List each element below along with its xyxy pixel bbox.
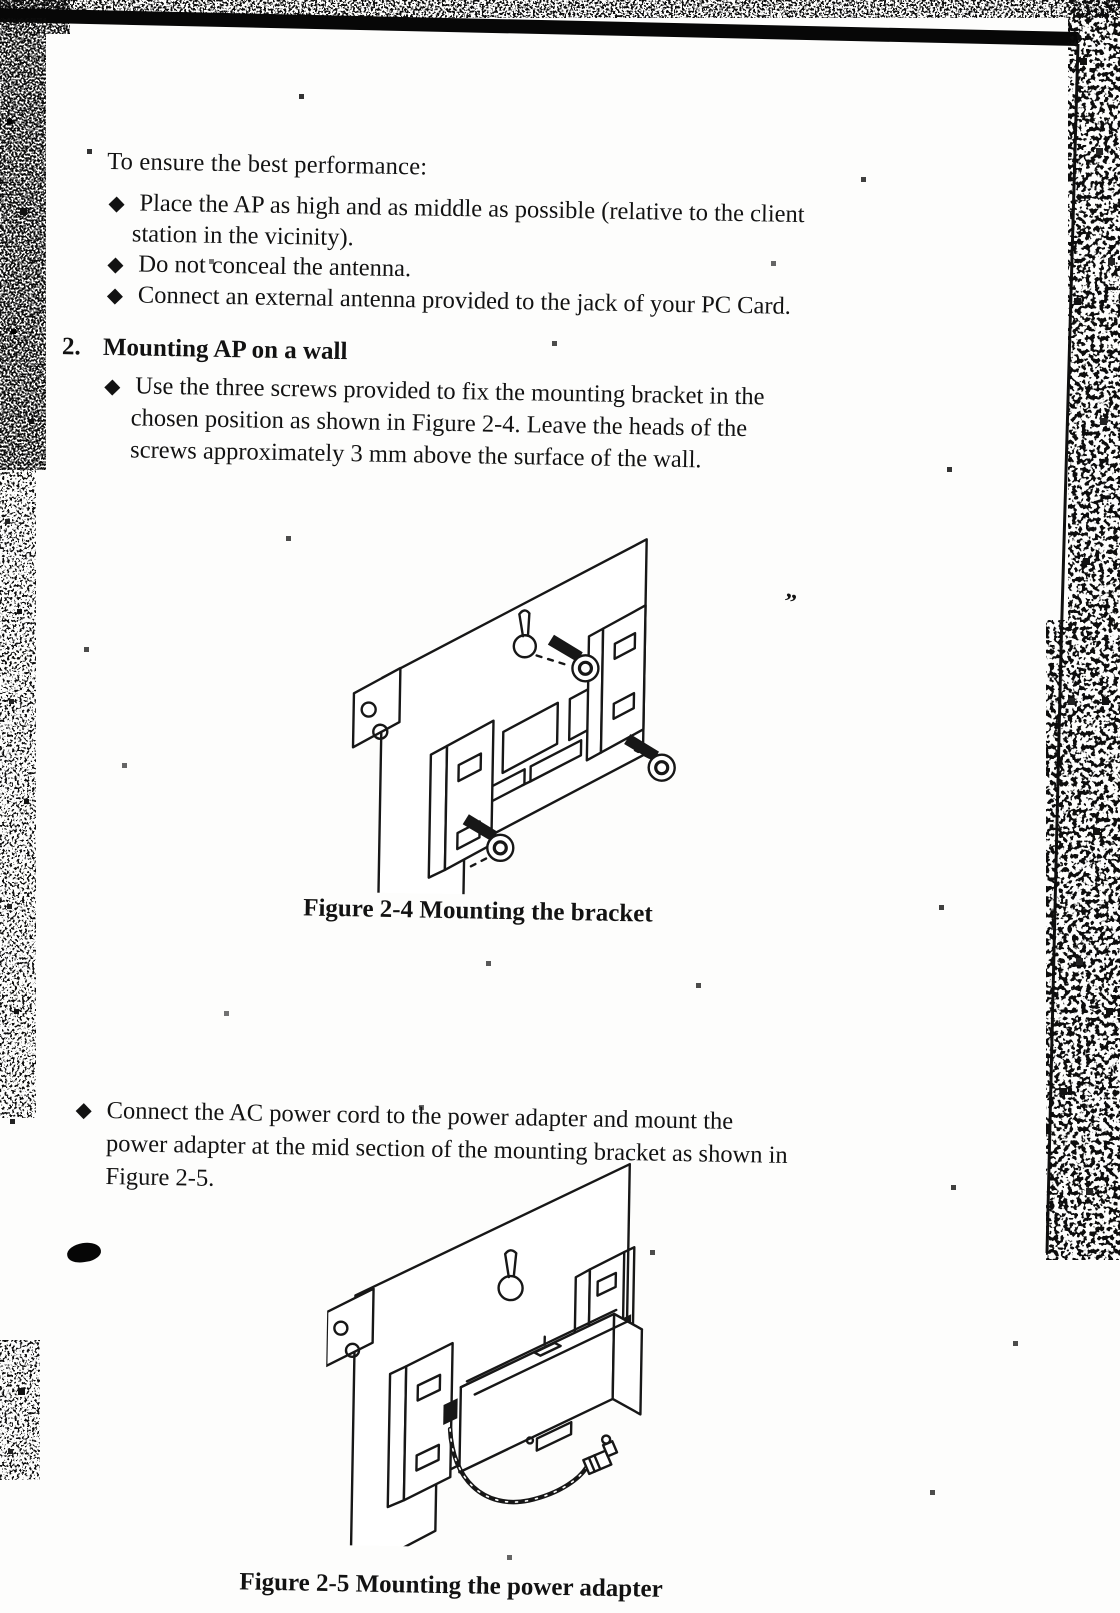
section-heading [62,333,348,366]
figure-2-4-drawing [348,512,755,899]
figure-2-4 [348,512,755,899]
diamond-bullet-icon: ◆ [107,251,124,277]
bullet-line: Connect the AC power cord to the power adapter and mount the [106,1097,734,1135]
intro-lead: To ensure the best performance: [106,147,428,181]
bullet-line: Connect an external antenna provided to the jack of your PC Card. [137,280,792,320]
bullet-line: chosen position as shown in Figure 2-4. Leave the heads of the [130,404,748,443]
bullet-line: Place the AP as high and as middle as possible (relative to the client [139,189,805,229]
bullet-line: station in the vicinity). [131,219,354,251]
section-number: 2. [61,333,81,361]
diamond-bullet-icon: ◆ [108,190,125,216]
section-title: Mounting AP on a wall [102,333,348,366]
section-bullet-item [104,370,1120,486]
bullet-line: screws approximately 3 mm above the surface of the wall. [129,436,702,474]
bullet-line: Use the three screws provided to fix the mounting bracket in the [135,372,765,411]
figure-2-5 [323,1145,730,1552]
figure-2-5-caption: Figure 2-5 Mounting the power adapter [239,1568,663,1603]
bullet-line: power adapter at the mid section of the mounting bracket as shown in [105,1130,788,1169]
diamond-bullet-icon: ◆ [75,1097,93,1122]
diamond-bullet-icon: ◆ [104,373,121,399]
bullet-line: Do not conceal the antenna. [138,250,412,283]
bullet-line: Figure 2-5. [105,1163,215,1192]
diamond-bullet-icon: ◆ [106,282,124,307]
scan-stray-mark: ” [780,588,799,617]
list-item [108,188,805,261]
figure-2-5-drawing [323,1145,730,1552]
intro-bullet-list [106,188,805,322]
figure-2-4-caption: Figure 2-4 Mounting the bracket [302,894,653,928]
